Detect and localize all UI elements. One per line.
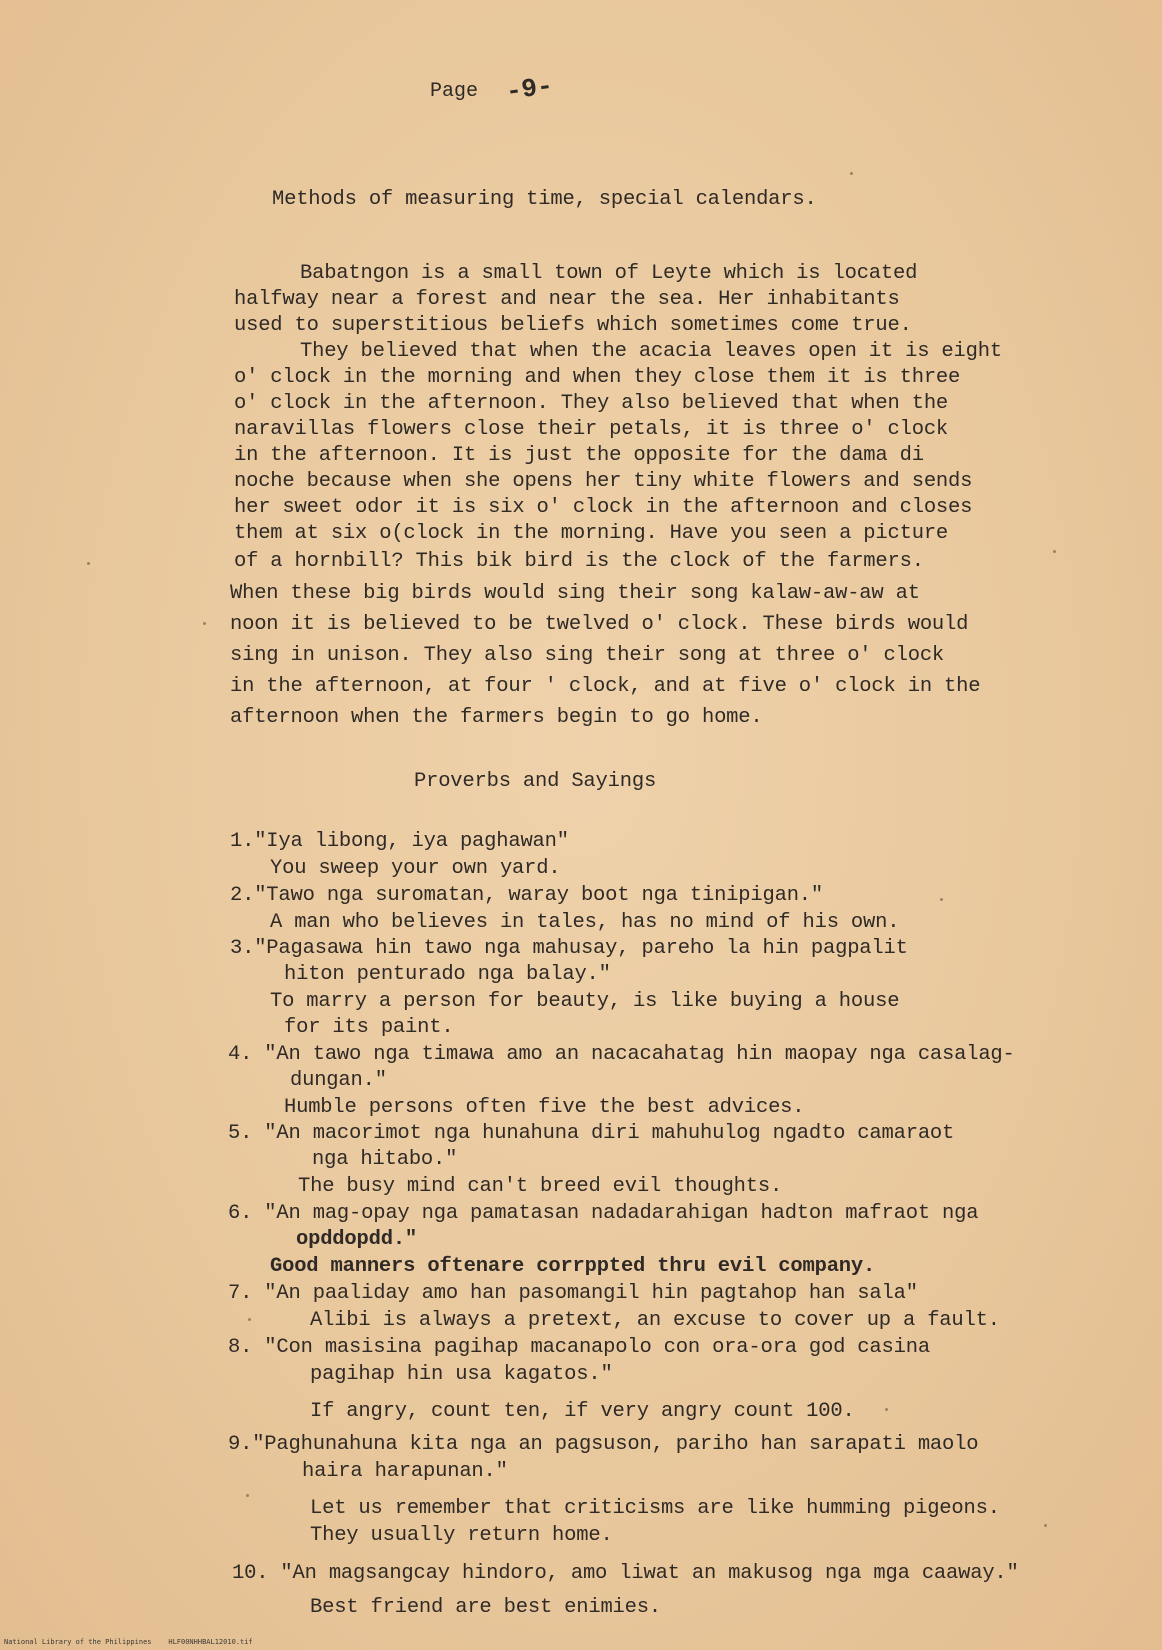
paper-speck [885, 1408, 888, 1411]
paragraph-line: They believed that when the acacia leaves open it is eight [300, 340, 1002, 363]
paragraph-line: used to superstitious beliefs which sometimes come true. [234, 314, 912, 337]
section-title: Methods of measuring time, special calendars. [272, 188, 817, 211]
proverb-line: 5. "An macorimot nga hunahuna diri mahuhulog ngadto camaraot [228, 1122, 955, 1145]
paper-speck [246, 1494, 249, 1497]
page-number: -9- [504, 70, 555, 108]
page-label: Page [430, 80, 479, 103]
translation-line: Let us remember that criticisms are like humming pigeons. [310, 1497, 1000, 1520]
paragraph-line: o' clock in the afternoon. They also believed that when the [234, 392, 949, 415]
translation-line: for its paint. [284, 1016, 454, 1039]
paper-speck [87, 562, 90, 565]
proverb-line: dungan." [290, 1069, 387, 1092]
proverb-line: 9."Paghunahuna kita nga an pagsuson, pariho han sarapati maolo [228, 1433, 979, 1456]
proverb-line: 2."Tawo nga suromatan, waray boot nga tinipigan." [230, 884, 823, 907]
proverb-line: 7. "An paaliday amo han pasomangil hin pagtahop han sala" [228, 1282, 918, 1305]
translation-line: Humble persons often five the best advices. [284, 1096, 805, 1119]
paper-speck [203, 622, 206, 625]
footer-caption: National Library of the Philippines HLF00NHHBAL12010.tif [4, 1638, 253, 1646]
paragraph-line: afternoon when the farmers begin to go home. [230, 706, 763, 729]
proverb-line: 10. "An magsangcay hindoro, amo liwat an makusog nga mga caaway." [232, 1562, 1019, 1585]
proverb-line: 1."Iya libong, iya paghawan" [230, 830, 569, 853]
paragraph-line: Babatngon is a small town of Leyte which is located [300, 262, 918, 285]
paper-speck [248, 1318, 251, 1321]
paragraph-line: noche because when she opens her tiny white flowers and sends [234, 470, 973, 493]
proverb-line: 3."Pagasawa hin tawo nga mahusay, pareho la hin pagpalit [230, 937, 908, 960]
proverb-line: 4. "An tawo nga timawa amo an nacacahatag hin maopay nga casalag- [228, 1043, 1015, 1066]
translation-line: Good manners oftenare corrppted thru evil company. [270, 1255, 876, 1278]
paragraph-line: naravillas flowers close their petals, it is three o' clock [234, 418, 949, 441]
translation-line: To marry a person for beauty, is like buying a house [270, 990, 900, 1013]
proverb-line: 6. "An mag-opay nga pamatasan nadadarahigan hadton mafraot nga [228, 1202, 979, 1225]
proverb-line: haira harapunan." [302, 1460, 508, 1483]
paragraph-line: in the afternoon, at four ' clock, and at five o' clock in the [230, 675, 981, 698]
paragraph-line: of a hornbill? This bik bird is the clock of the farmers. [234, 550, 924, 573]
paper-speck [1053, 550, 1056, 553]
proverb-line: nga hitabo." [312, 1148, 458, 1171]
proverb-line: 8. "Con masisina pagihap macanapolo con ora-ora god casina [228, 1336, 930, 1359]
paper-speck [850, 172, 853, 175]
translation-line: You sweep your own yard. [270, 857, 561, 880]
translation-line: The busy mind can't breed evil thoughts. [298, 1175, 783, 1198]
translation-line: Alibi is always a pretext, an excuse to cover up a fault. [310, 1309, 1000, 1332]
paragraph-line: o' clock in the morning and when they close them it is three [234, 366, 961, 389]
paper-speck [1044, 1524, 1047, 1527]
translation-line: If angry, count ten, if very angry count 100. [310, 1400, 855, 1423]
section-title: Proverbs and Sayings [414, 770, 657, 793]
proverb-line: opddopdd." [296, 1228, 418, 1251]
paragraph-line: halfway near a forest and near the sea. Her inhabitants [234, 288, 900, 311]
paragraph-line: sing in unison. They also sing their song at three o' clock [230, 644, 945, 667]
translation-line: A man who believes in tales, has no mind of his own. [270, 911, 900, 934]
paragraph-line: them at six o(clock in the morning. Have you seen a picture [234, 522, 949, 545]
paragraph-line: noon it is believed to be twelved o' clock. These birds would [230, 613, 969, 636]
translation-line: They usually return home. [310, 1524, 613, 1547]
paragraph-line: When these big birds would sing their song kalaw-aw-aw at [230, 582, 920, 605]
paragraph-line: in the afternoon. It is just the opposite for the dama di [234, 444, 924, 467]
proverb-line: hiton penturado nga balay." [284, 963, 611, 986]
paragraph-line: her sweet odor it is six o' clock in the afternoon and closes [234, 496, 973, 519]
translation-line: Best friend are best enimies. [310, 1596, 661, 1619]
proverb-line: pagihap hin usa kagatos." [310, 1363, 613, 1386]
paper-speck [940, 898, 943, 901]
